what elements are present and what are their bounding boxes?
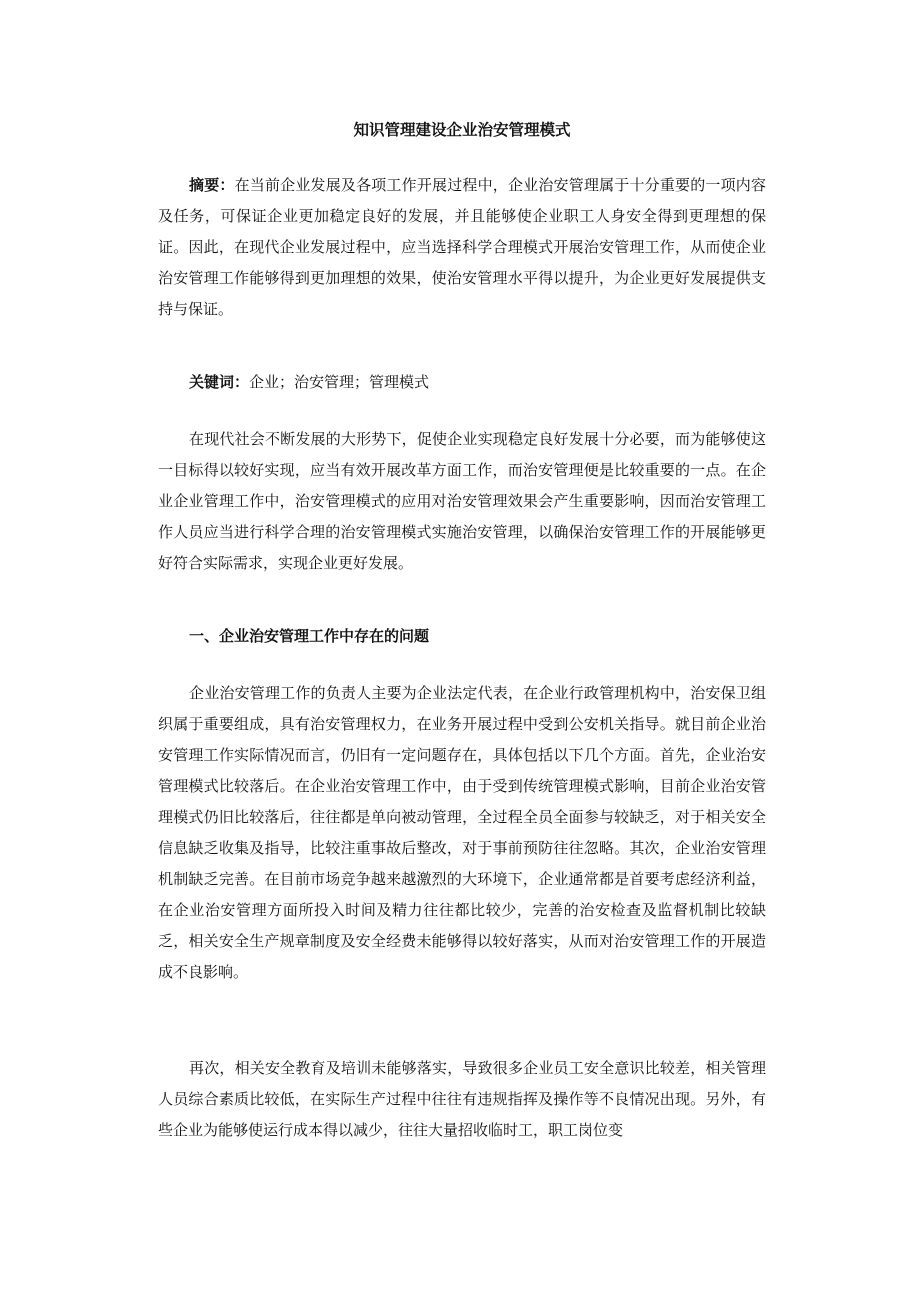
abstract-paragraph bbox=[158, 170, 766, 325]
document-title: 知识管理建设企业治安管理模式 bbox=[353, 120, 571, 139]
body-paragraph: 企业治安管理工作的负责人主要为企业法定代表，在企业行政管理机构中，治安保卫组织属于重要组成，具有治安管理权力，在业务开展过程中受到公安机关指导。就目前企业治安管理工作实际情况而言，仍旧有一定问题存在，具体包括以下几个方面。首先，企业治安管理模式比较落后。在企业治安管理工作中，由于受到传统管理模式影响，目前企业治安管理模式仍旧比较落后，往往都是单向被动管理，全过程全员全面参与较缺乏，对于相关安全信息缺乏收集及指导，比较注重事故后整改，对于事前预防往往忽略。其次，企业治安管理机制缺乏完善。在目前市场竞争越来越激烈的大环境下，企业通常都是首要考虑经济利益，在企业治安管理方面所投入时间及精力往往都比较少，完善的治安检查及监督机制比较缺乏，相关安全生产规章制度及安全经费未能够得以较好落实，从而对治安管理工作的开展造成不良影响。 bbox=[158, 684, 766, 981]
intro-paragraph: 在现代社会不断发展的大形势下，促使企业实现稳定良好发展十分必要，而为能够使这一目标得以较好实现，应当有效开展改革方面工作，而治安管理便是比较重要的一点。在企业企业管理工作中，治安管理模式的应用对治安管理效果会产生重要影响，因而治安管理工作人员应当进行科学合理的治安管理模式实施治安管理，以确保治安管理工作的开展能够更好符合实际需求，实现企业更好发展。 bbox=[158, 430, 766, 572]
keywords-label: 关键词： bbox=[189, 373, 250, 391]
section-heading: 一、企业治安管理工作中存在的问题 bbox=[189, 627, 430, 645]
keywords-text: 企业；治安管理；管理模式 bbox=[249, 373, 430, 391]
keywords-paragraph bbox=[158, 367, 766, 398]
body-paragraph: 再次，相关安全教育及培训未能够落实，导致很多企业员工安全意识比较差，相关管理人员综合素质比较低，在实际生产过程中往往有违规指挥及操作等不良情况出现。另外，有些企业为能够使运行成本得以减少，往往大量招收临时工，职工岗位变 bbox=[158, 1059, 766, 1139]
abstract-label: 摘要： bbox=[189, 176, 235, 194]
abstract-text: 在当前企业发展及各项工作开展过程中，企业治安管理属于十分重要的一项内容及任务，可保证企业更加稳定良好的发展，并且能够使企业职工人身安全得到更理想的保证。因此，在现代企业发展过程中，应当选择科学合理模式开展治安管理工作，从而使企业治安管理工作能够得到更加理想的效果，使治安管理水平得以提升，为企业更好发展提供支持与保证。 bbox=[158, 176, 766, 318]
